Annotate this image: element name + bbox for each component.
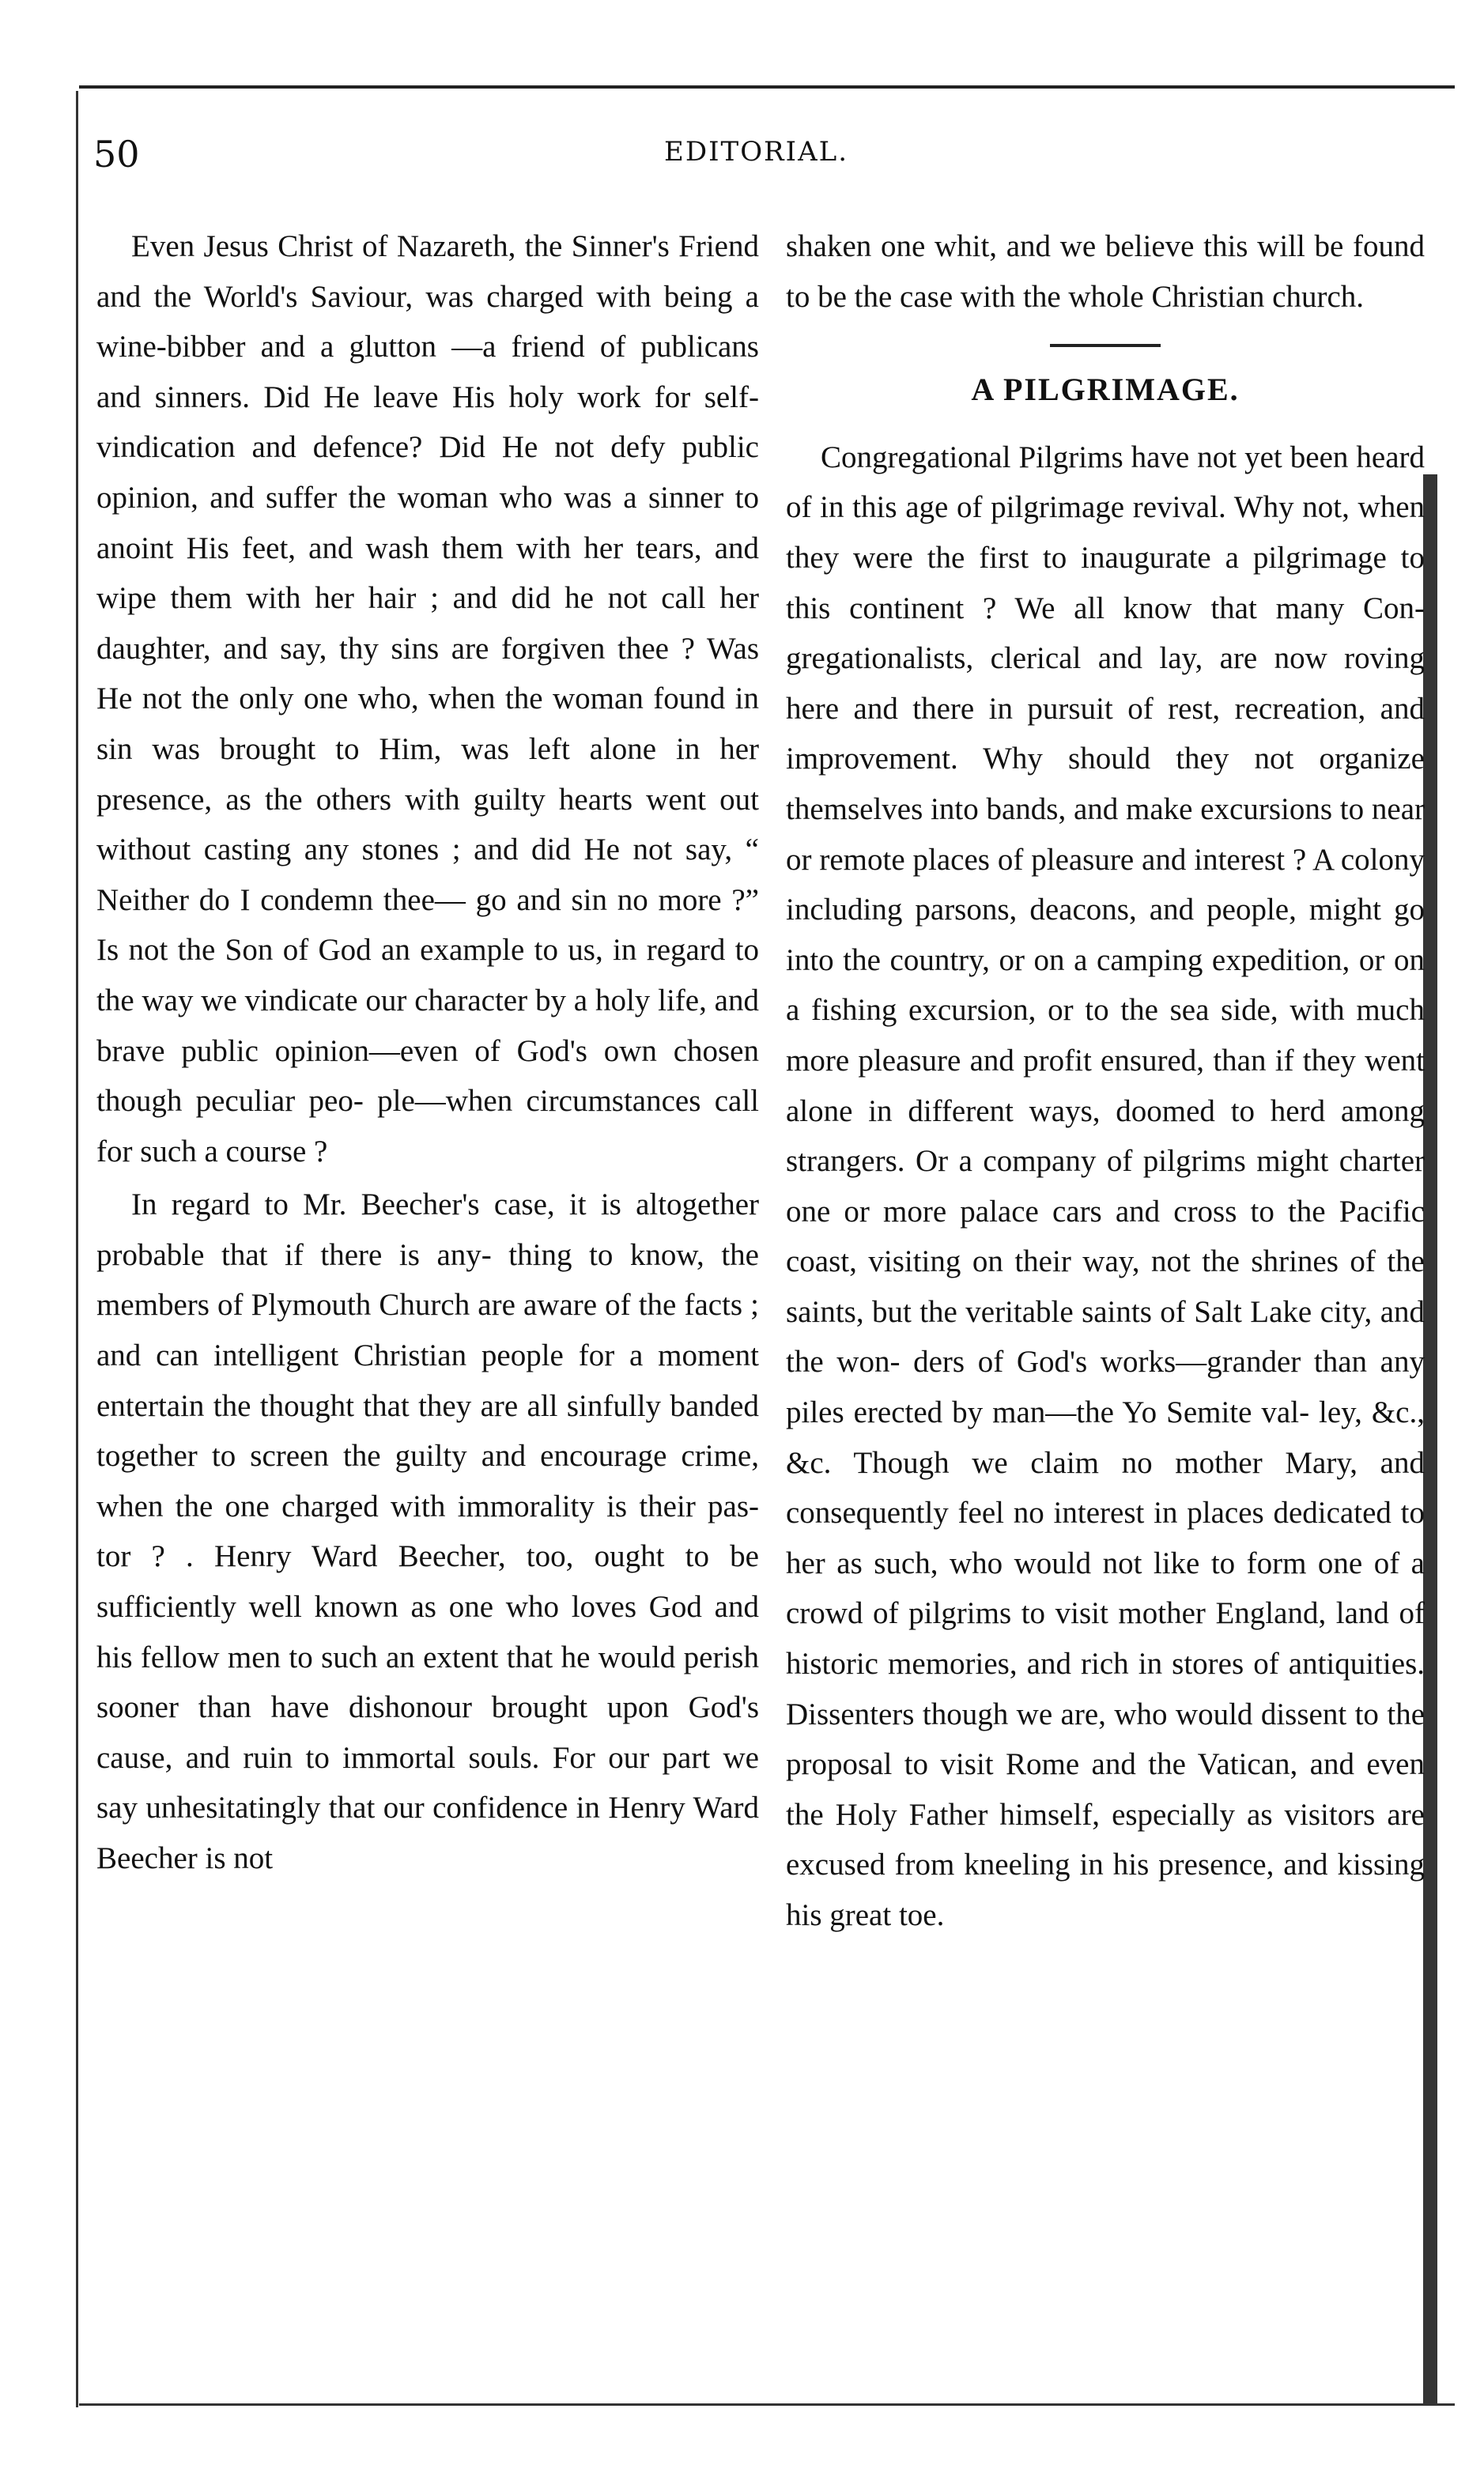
continued-paragraph: shaken one whit, and we believe this will be found to be the case with the whole Christian church. [786,229,1425,314]
top-rule [79,85,1455,89]
section-divider [1050,344,1161,347]
scan-shadow-edge [1423,474,1437,2403]
paragraph: Congregational Pilgrims have not yet been heard of in this age of pilgrimage revival. Why not, when they were the first to inaugurate a pilgrimage to this continent ? We all know that many Con- gregationalists, clerical and lay, are now roving here and there in pursuit of rest, recreation, and improvement. Why should they not organize themselves into bands, and make excursions to near or remote places of pleasure and interest ? A colony including parsons, deacons, and people, might go into the country, or on a camping expedition, or on a fishing excursion, or to the sea side, with much more pleasure and profit ensured, than if they went alone in different ways, doomed to herd among strangers. Or a company of pilgrims might charter one or more palace cars and cross to the Pacific coast, visiting on their way, not the shrines of the saints, but the veritable saints of Salt Lake city, and the won- ders of God's works—grander than any piles erected by man—the Yo Semite val- ley, &c., &c. Though we claim no mother Mary, and consequently feel no interest in places dedicated to her as such, who would not like to form one of a crowd of pilgrims to visit mother England, land of historic memories, and rich in stores of antiquities. Dissenters though we are, who would dissent to the proposal to visit Rome and the Vatican, and even the Holy Father himself, especially as visitors are excused from kneeling in his presence, and kissing his great toe. [786,440,1425,1932]
left-margin-rule [76,91,78,2407]
paragraph: Even Jesus Christ of Nazareth, the Sinner's Friend and the World's Saviour, was charged with being a wine-bibber and a glutton —a friend of publicans and sinners. Did He leave His holy work for self-vindication and defence? Did He not defy public opinion, and suffer the woman who was a sinner to anoint His feet, and wash them with her tears, and wipe them with her hair ; and did he not call her daughter, and say, thy sins are forgiven thee ? Was He not the only one who, when the woman found in sin was brought to Him, was left alone in her presence, as the others with guilty hearts went out without casting any stones ; and did He not say, “ Neither do I condemn thee— go and sin no more ?” Is not the Son of God an example to us, in regard to the way we vindicate our character by a holy life, and brave public opinion—even of God's own chosen though peculiar peo- ple—when circumstances call for such a course ? [96,229,759,1168]
running-title: EDITORIAL. [664,136,849,168]
right-column [786,221,1425,1941]
paragraph: In regard to Mr. Beecher's case, it is altogether probable that if there is any- thing to know, the members of Plymouth Church are aware of the facts ; and can intelligent Christian people for a moment entertain the thought that they are all sinfully banded together to screen the guilty and encourage crime, when the one charged with immorality is their pas- tor ? . Henry Ward Beecher, too, ought to be sufficiently well known as one who loves God and his fellow men to such an extent that he would perish sooner than have dishonour brought upon God's cause, and ruin to immortal souls. For our part we say unhesitatingly that our confidence in Henry Ward Beecher is not [96,1187,759,1875]
bottom-rule [79,2403,1455,2406]
section-heading: A PILGRIMAGE. [971,372,1240,408]
page-number: 50 [93,133,140,176]
left-column [96,221,759,1884]
